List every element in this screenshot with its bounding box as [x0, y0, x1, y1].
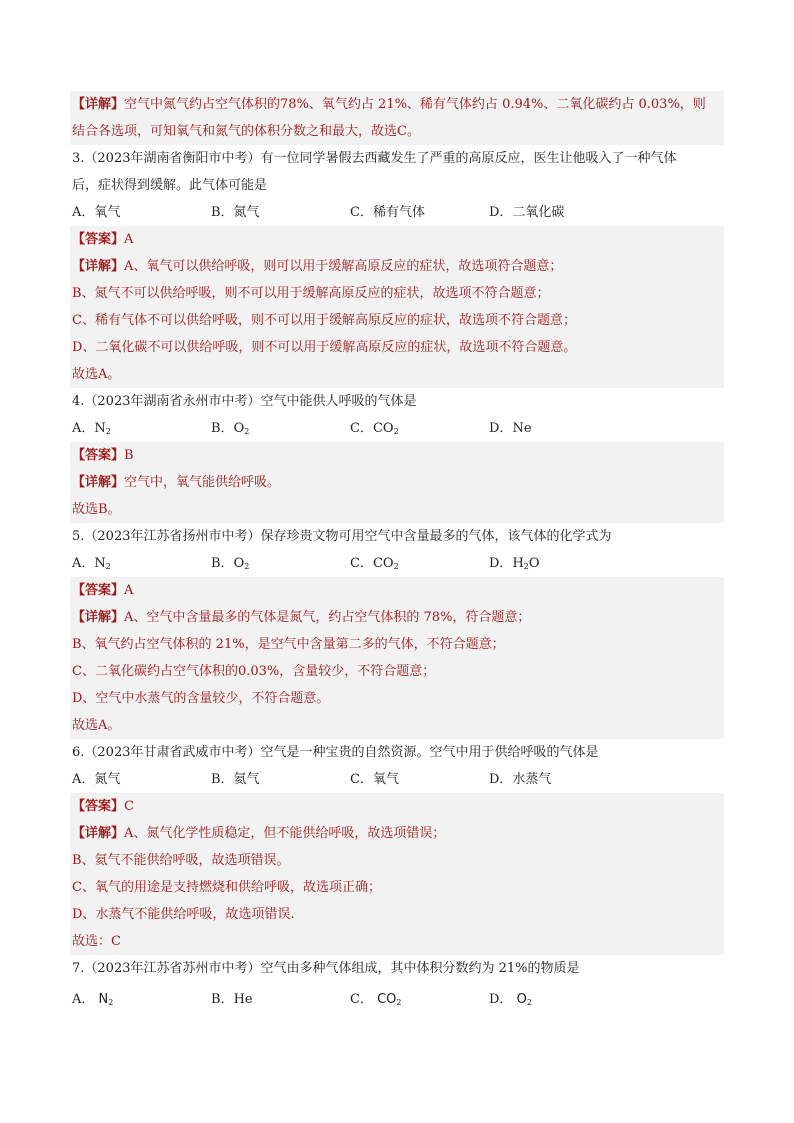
- question-7-stem: 7.（2023年江苏省苏州市中考）空气由多种气体组成，其中体积分数约为 21%的物质是: [72, 961, 580, 976]
- answer-value: A: [124, 232, 134, 247]
- detail-line: B、氦气不能供给呼吸，故选项错误。: [70, 847, 724, 874]
- option-a: A．$N_2$: [72, 421, 111, 436]
- detail-tag: 【详解】: [72, 259, 125, 274]
- question-4-options: [70, 415, 724, 442]
- answer-value: B: [124, 448, 134, 463]
- option-b: B．$O_2$: [211, 421, 250, 436]
- detail-tag: 【详解】: [72, 475, 125, 490]
- question-5-stem: 5.（2023年江苏省扬州市中考）保存珍贵文物可用空气中含量最多的气体，该气体的化学式为: [72, 529, 612, 544]
- detail-text: 空气中氮气约占空气体积的78%、氧气约占 21%、稀有气体约占 0.94%、二氧化碳约占 0.03%，则: [124, 97, 706, 112]
- question-3-stem: 3.（2023年湖南省衡阳市中考）有一位同学暑假去西藏发生了严重的高原反应，医生让他吸入了一种气体: [72, 151, 677, 166]
- detail-line: [70, 91, 724, 118]
- answer-value: A: [124, 583, 134, 598]
- detail-line: C、稀有气体不可以供给呼吸，则不可以用于缓解高原反应的症状，故选项不符合题意；: [70, 307, 724, 334]
- option-a: A．$N_2$: [72, 556, 111, 571]
- option-c: C．$CO_2$: [350, 421, 399, 436]
- detail-text: A、空气中含量最多的气体是氮气，约占空气体积的 78%，符合题意；: [124, 610, 531, 625]
- detail-text: 空气中，氧气能供给呼吸。: [124, 475, 281, 490]
- question-7-options: [70, 982, 724, 1018]
- option-c: C．稀有气体: [350, 205, 425, 220]
- option-a: A．氧气: [72, 205, 121, 220]
- answer-tag: 【答案】: [72, 583, 125, 598]
- detail-line: [70, 253, 724, 280]
- conclusion-line: 故选B。: [70, 496, 724, 523]
- detail-line: D、水蒸气不能供给呼吸，故选项错误.: [70, 901, 724, 928]
- detail-tag: 【详解】: [72, 610, 125, 625]
- option-d: D．二氧化碳: [489, 205, 565, 220]
- conclusion-line: 故选：C: [70, 928, 724, 955]
- detail-tag: 【详解】: [72, 97, 125, 112]
- detail-line: [70, 820, 724, 847]
- detail-text: A、氧气可以供给呼吸，则可以用于缓解高原反应的症状，故选项符合题意；: [124, 259, 563, 274]
- option-c: C．$CO_2$: [350, 556, 399, 571]
- detail-text: A、氮气化学性质稳定，但不能供给呼吸，故选项错误；: [124, 826, 446, 841]
- document-page: [70, 91, 724, 1018]
- option-b: B．$O_2$: [211, 556, 250, 571]
- answer-value: C: [124, 799, 134, 814]
- conclusion-line: 故选A。: [70, 361, 724, 388]
- answer-tag: 【答案】: [72, 448, 125, 463]
- detail-tag: 【详解】: [72, 826, 125, 841]
- option-a: A． $N_2$: [72, 992, 114, 1007]
- option-c: C．氧气: [350, 772, 399, 787]
- option-d: D．$H_2O$: [489, 556, 540, 571]
- detail-line: D、二氧化碳不可以供给呼吸，则不可以用于缓解高原反应的症状，故选项不符合题意。: [70, 334, 724, 361]
- option-c: C． $CO_2$: [350, 992, 402, 1007]
- conclusion-line: 故选A。: [70, 712, 724, 739]
- option-b: B．He: [211, 992, 253, 1007]
- option-a: A．氮气: [72, 772, 121, 787]
- answer-line: [70, 577, 724, 604]
- detail-line: [70, 604, 724, 631]
- detail-line: [70, 469, 724, 496]
- question-5-options: [70, 550, 724, 577]
- detail-line: C、氧气的用途是支持燃烧和供给呼吸，故选项正确；: [70, 874, 724, 901]
- detail-line: C、二氧化碳约占空气体积的0.03%，含量较少，不符合题意；: [70, 658, 724, 685]
- detail-line: 结合各选项，可知氧气和氮气的体积分数之和最大，故选C。: [70, 118, 724, 145]
- detail-line: B、氧气约占空气体积的 21%，是空气中含量第二多的气体，不符合题意；: [70, 631, 724, 658]
- question-3-stem-cont: 后，症状得到缓解。此气体可能是: [72, 178, 268, 193]
- option-d: D．Ne: [489, 421, 532, 436]
- answer-line: [70, 226, 724, 253]
- answer-line: [70, 442, 724, 469]
- answer-line: [70, 793, 724, 820]
- question-6-stem: 6.（2023年甘肃省武威市中考）空气是一种宝贵的自然资源。空气中用于供给呼吸的气体是: [72, 745, 599, 760]
- option-d: D． $O_2$: [489, 992, 532, 1007]
- detail-line: D、空气中水蒸气的含量较少，不符合题意。: [70, 685, 724, 712]
- option-d: D．水蒸气: [489, 772, 552, 787]
- option-b: B．氦气: [211, 772, 260, 787]
- answer-tag: 【答案】: [72, 799, 125, 814]
- question-3-options: [70, 199, 724, 226]
- question-6-options: [70, 766, 724, 793]
- detail-line: B、氮气不可以供给呼吸，则不可以用于缓解高原反应的症状，故选项不符合题意；: [70, 280, 724, 307]
- answer-tag: 【答案】: [72, 232, 125, 247]
- option-b: B．氮气: [211, 205, 260, 220]
- question-4-stem: 4.（2023年湖南省永州市中考）空气中能供人呼吸的气体是: [72, 394, 417, 409]
